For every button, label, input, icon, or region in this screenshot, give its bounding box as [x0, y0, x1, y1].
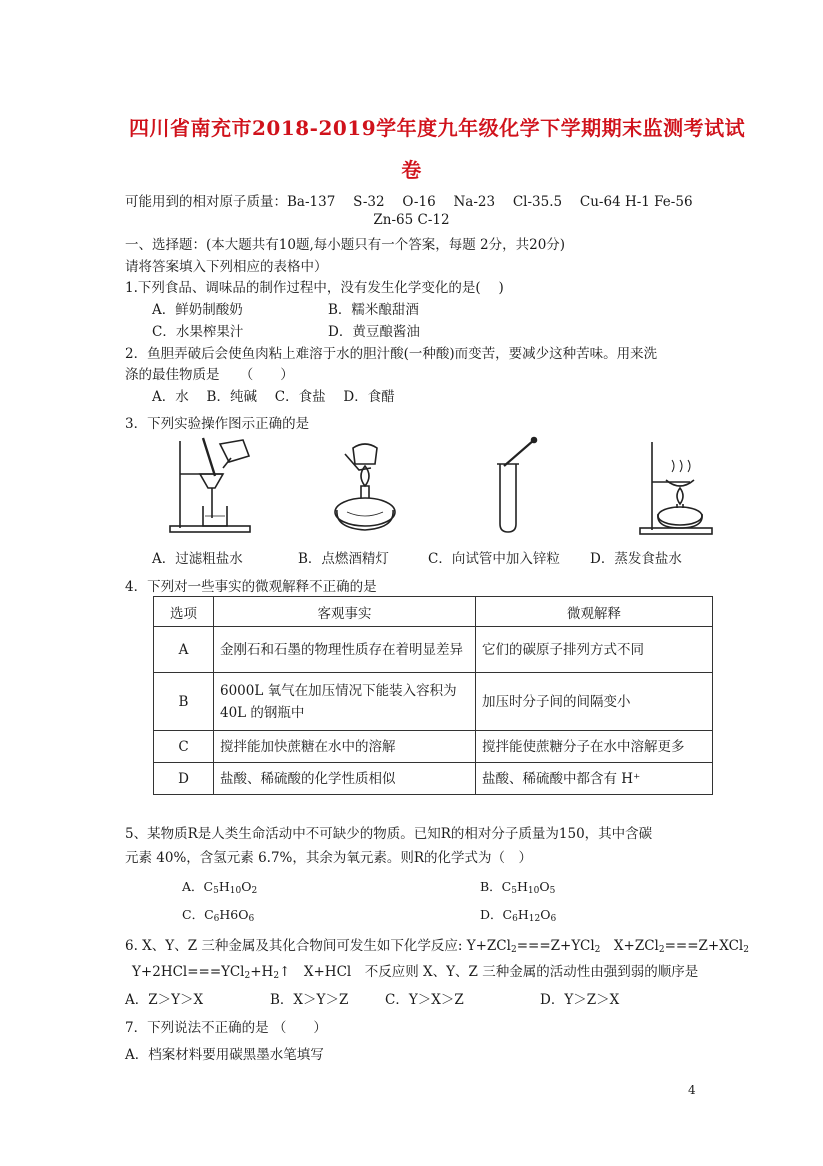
- q5-stem-line2: 元素 40%，含氢元素 6.7%，其余为氧元素。则R的化学式为（ ）: [125, 850, 533, 866]
- q6-stem-line1: 6. X、Y、Z 三种金属及其化合物间可发生如下化学反应: Y+ZCl$_2$===Z+YCl$_2$ X+ZCl$_2$===Z+XCl$_2$: [125, 938, 749, 955]
- table-cell-explain: 它们的碳原子排列方式不同: [476, 627, 713, 673]
- q6-option-a: A．Z＞Y＞X: [125, 992, 204, 1008]
- q5-stem-line1: 5、某物质R是人类生命活动中不可缺少的物质。已知R的相对分子质量为150，其中含碳: [125, 826, 653, 842]
- q3-stem: 3．下列实验操作图示正确的是: [125, 416, 310, 432]
- exam-title-line1: 四川省南充市2018-2019学年度九年级化学下学期期末监测考试试: [129, 116, 746, 140]
- filtration-figure: [165, 436, 265, 536]
- exam-title-line2: 卷: [401, 158, 422, 182]
- table-row: [154, 731, 713, 763]
- q6-stem-line2: $Y+2HCl===YCl_2+H_2↑$ X+HCl 不反应则 X、Y、Z 三种金属的活动性由强到弱的顺序是: [132, 964, 699, 981]
- q5-option-b: B．$C_5H_{10}O_5$: [480, 879, 556, 896]
- table-header-explain: 微观解释: [476, 597, 713, 627]
- q1-stem: 1.下列食品、调味品的制作过程中，没有发生化学变化的是( ): [125, 280, 504, 296]
- test-tube-figure: [492, 436, 548, 536]
- table-cell-option: B: [154, 673, 214, 731]
- q3-option-b: B．点燃酒精灯: [298, 551, 389, 567]
- table-cell-explain: 加压时分子间的间隔变小: [476, 673, 713, 731]
- table-header-row: [154, 597, 713, 627]
- table-cell-fact: 金刚石和石墨的物理性质存在着明显差异: [214, 627, 476, 673]
- q2-stem-line1: 2．鱼胆弄破后会使鱼肉粘上难溶于水的胆汁酸(一种酸)而变苦，要减少这种苦味。用来洗: [125, 346, 658, 362]
- table-cell-option: C: [154, 731, 214, 763]
- q5-option-a: A．$C_5H_{10}O_2$: [182, 879, 258, 896]
- q3-option-a: A．过滤粗盐水: [152, 551, 243, 567]
- table-row: [154, 763, 713, 795]
- q3-option-d: D．蒸发食盐水: [590, 551, 682, 567]
- table-cell-fact: 搅拌能加快蔗糖在水中的溶解: [214, 731, 476, 763]
- section-instruction: 请将答案填入下列相应的表格中）: [125, 259, 328, 275]
- table-row: [154, 673, 713, 731]
- section-heading: 一、选择题：(本大题共有10题,每小题只有一个答案，每题 2分，共20分): [125, 237, 566, 253]
- q6-option-d: D．Y＞Z＞X: [540, 992, 620, 1008]
- table-cell-fact: 盐酸、稀硫酸的化学性质相似: [214, 763, 476, 795]
- table-cell-option: A: [154, 627, 214, 673]
- atomic-masses-line2: Zn-65 C-12: [373, 212, 450, 228]
- q7-option-a: A．档案材料要用碳黑墨水笔填写: [125, 1047, 324, 1063]
- q2-options: A．水 B．纯碱 C．食盐 D．食醋: [152, 389, 395, 405]
- q3-option-c: C．向试管中加入锌粒: [428, 551, 560, 567]
- q5-option-c: C．$C_6H6O_6$: [182, 907, 255, 924]
- q6-option-c: C．Y＞X＞Z: [385, 992, 464, 1008]
- table-cell-fact: 6000L 氧气在加压情况下能装入容积为 40L 的钢瓶中: [214, 673, 476, 731]
- q1-option-d: D．黄豆酿酱油: [328, 324, 420, 340]
- evaporation-figure: [630, 438, 720, 536]
- q5-option-d: D．$C_6H_{12}O_6$: [480, 907, 557, 924]
- q4-stem: 4．下列对一些事实的微观解释不正确的是: [125, 579, 377, 595]
- q1-option-c: C．水果榨果汁: [152, 324, 244, 340]
- q7-stem: 7．下列说法不正确的是 （ ）: [125, 1020, 327, 1036]
- atomic-masses-line1: 可能用到的相对原子质量：Ba-137 S-32 O-16 Na-23 Cl-35.5 Cu-64 H-1 Fe-56: [125, 194, 693, 210]
- q2-stem-line2: 涤的最佳物质是 （ ）: [125, 367, 294, 383]
- table-cell-option: D: [154, 763, 214, 795]
- table-cell-explain: 搅拌能使蔗糖分子在水中溶解更多: [476, 731, 713, 763]
- page-number: 4: [688, 1083, 696, 1097]
- q6-option-b: B．X＞Y＞Z: [270, 992, 349, 1008]
- q1-option-a: A．鲜奶制酸奶: [152, 302, 243, 318]
- table-header-fact: 客观事实: [214, 597, 476, 627]
- alcohol-lamp-figure: [325, 440, 405, 536]
- table-cell-explain: 盐酸、稀硫酸中都含有 H⁺: [476, 763, 713, 795]
- table-header-option: 选项: [154, 597, 214, 627]
- q1-option-b: B．糯米酿甜酒: [328, 302, 419, 318]
- q4-table: [153, 596, 713, 795]
- table-row: [154, 627, 713, 673]
